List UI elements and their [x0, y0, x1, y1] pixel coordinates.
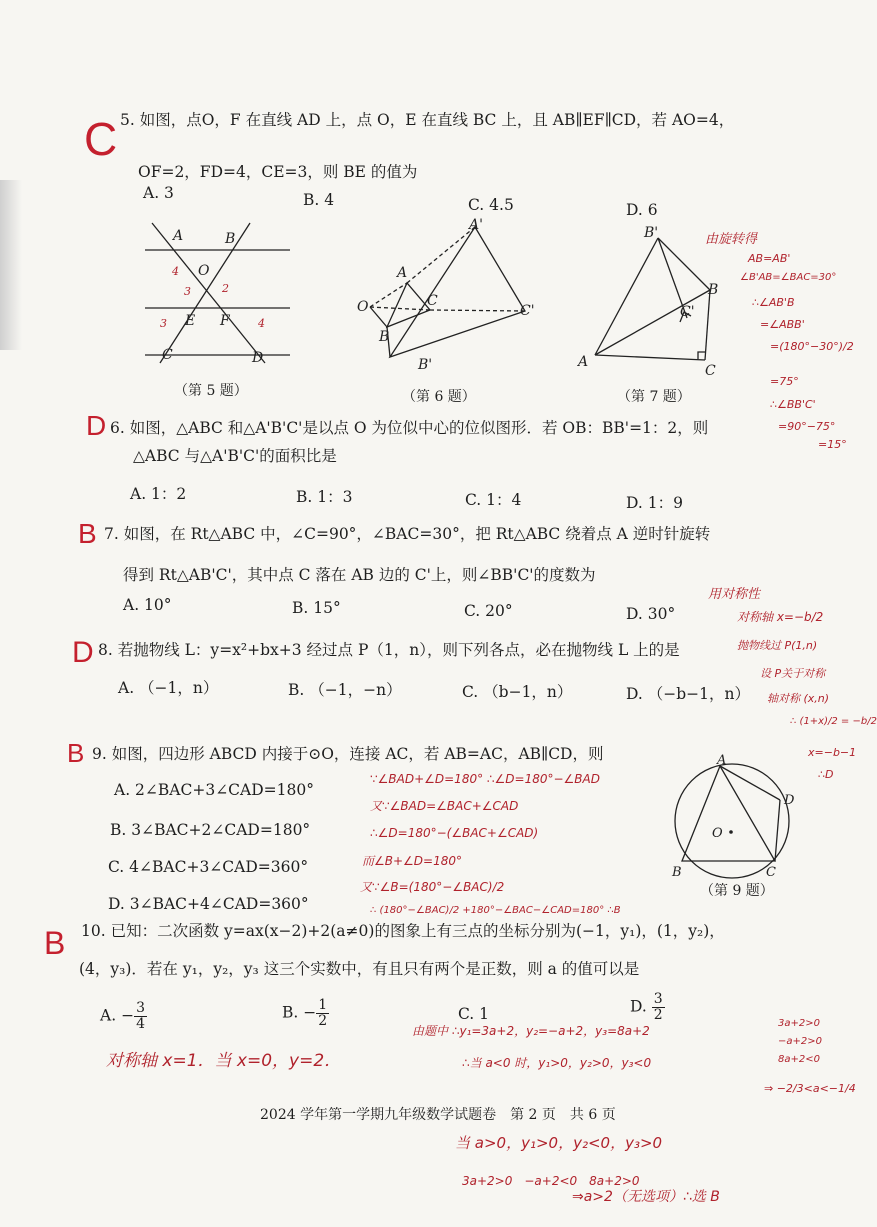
q9-option-b: B. 3∠BAC+2∠CAD=180°: [110, 821, 311, 839]
q9-option-d: D. 3∠BAC+4∠CAD=360°: [108, 895, 309, 913]
hw-q8-note-3: 抛物线过 P(1,n): [737, 639, 818, 652]
q6-option-c: C. 1：4: [465, 491, 522, 509]
q8-option-b: B. （−1，−n）: [288, 681, 402, 699]
hw-q10-side-4: ⇒ −2/3<a<−1/4: [764, 1082, 856, 1095]
hw-q7-note-10: =15°: [818, 438, 847, 451]
hw-q10-line4: 当 a>0，y₁>0，y₂<0，y₃>0: [455, 1134, 663, 1152]
answer-mark-q9: B: [67, 738, 85, 768]
fig7-label-b-prime: B': [644, 225, 659, 241]
q5-stem-line1: 5. 如图，点O，F 在直线 AD 上，点 O，E 在直线 BC 上，且 AB∥EF∥CD，若 AO=4，: [120, 111, 735, 129]
hw-q9-note-6: ∴ (180°−∠BAC)/2 +180°−∠BAC−∠CAD=180° ∴B: [370, 905, 621, 916]
answer-mark-q8: D: [72, 636, 94, 669]
q8-stem: 8. 若抛物线 L：y=x²+bx+3 经过点 P（1，n），则下列各点，必在抛物线 L 上的是: [98, 641, 680, 659]
hw-q10-line2: 由题中 ∴y₁=3a+2，y₂=−a+2，y₃=8a+2: [412, 1024, 650, 1038]
hw-q7-note-4: ∴∠AB'B: [752, 296, 795, 309]
fig5-label-d: D: [252, 350, 264, 366]
q5-option-d: D. 6: [626, 201, 658, 219]
fig5-hw-3a: 3: [184, 285, 191, 298]
answer-mark-q6: D: [86, 410, 107, 441]
hw-q7-note-3: ∠B'AB=∠BAC=30°: [740, 272, 837, 283]
fig7-label-b: B: [708, 282, 719, 298]
q6-option-b: B. 1：3: [296, 488, 353, 506]
q9-stem: 9. 如图，四边形 ABCD 内接于⊙O，连接 AC，若 AB=AC，AB∥CD，则: [92, 745, 604, 763]
q7-stem-line2: 得到 Rt△AB'C'，其中点 C 落在 AB 边的 C'上，则∠BB'C'的度数为: [123, 566, 596, 584]
fig9-label-b: B: [672, 865, 682, 880]
hw-q8-note-6: ∴ (1+x)/2 = −b/2: [790, 716, 877, 727]
fig6-label-b: B: [379, 329, 390, 345]
fig9-label-o: O: [712, 826, 723, 841]
fig9-label-d: D: [784, 793, 795, 808]
answer-mark-q10: B: [44, 925, 66, 961]
fig5-hw-2a: 2: [222, 282, 229, 295]
hw-q8-note-1: 用对称性: [708, 587, 761, 602]
q5-option-b: B. 4: [303, 191, 335, 209]
q5-option-c: C. 4.5: [468, 196, 514, 214]
answer-mark-q7: B: [78, 518, 97, 549]
hw-q7-note-8: ∴∠BB'C': [770, 398, 816, 411]
q10-option-c: C. 1: [458, 1005, 490, 1023]
fig6-label-c-prime: C': [520, 303, 535, 319]
fig5-label-b: B: [225, 231, 236, 247]
figure-5: [140, 215, 300, 370]
hw-q10-side-1: 3a+2>0: [778, 1018, 820, 1029]
hw-q9-note-1: ∵∠BAD+∠D=180° ∴∠D=180°−∠BAD: [370, 772, 600, 786]
hw-q10-line1: 对称轴 x=1．当 x=0，y=2．: [106, 1051, 342, 1071]
q9-option-a: A. 2∠BAC+3∠CAD=180°: [114, 781, 314, 799]
q6-stem-line2: △ABC 与△A'B'C'的面积比是: [133, 447, 337, 465]
hw-q8-note-8: ∴D: [818, 768, 834, 781]
hw-q7-note-9: =90°−75°: [778, 420, 836, 433]
hw-q7-note-1: 由旋转得: [705, 232, 758, 247]
q6-option-a: A. 1：2: [130, 485, 187, 503]
fig5-hw-4: 4: [172, 265, 179, 278]
hw-q10-side-3: 8a+2<0: [778, 1054, 820, 1065]
q7-option-c: C. 20°: [464, 602, 513, 620]
fig6-label-o: O: [357, 299, 369, 315]
q8-option-a: A. （−1，n）: [118, 679, 219, 697]
q9-option-c: C. 4∠BAC+3∠CAD=360°: [108, 858, 309, 876]
fig5-label-e: E: [185, 313, 196, 329]
q7-option-a: A. 10°: [123, 596, 172, 614]
fig5-label-o: O: [198, 263, 210, 279]
hw-q7-note-2: AB=AB': [748, 252, 791, 265]
hw-q8-note-4: 设 P关于对称: [760, 667, 826, 680]
figure-6: [355, 215, 550, 385]
q10-option-d: D. $\frac{3}{2}$: [630, 991, 663, 1023]
hw-q9-note-3: ∴∠D=180°−(∠BAC+∠CAD): [370, 826, 539, 840]
hw-q8-note-7: x=−b−1: [808, 746, 857, 759]
fig5-caption: （第 5 题）: [174, 383, 248, 399]
hw-q10-side-2: −a+2>0: [778, 1036, 822, 1047]
fig5-hw-3b: 3: [160, 317, 167, 330]
q8-option-c: C. （b−1，n）: [462, 683, 573, 701]
figure-9: [662, 753, 802, 883]
fig9-caption: （第 9 题）: [700, 883, 774, 899]
fig5-hw-4b: 4: [258, 317, 265, 330]
hw-q7-note-5: =∠ABB': [760, 318, 805, 331]
fig9-label-a: A: [717, 753, 727, 768]
fig7-label-c: C: [705, 363, 716, 379]
q6-option-d: D. 1：9: [626, 494, 683, 512]
page-edge-shadow: [0, 180, 22, 350]
hw-q8-note-2: 对称轴 x=−b/2: [737, 610, 824, 624]
hw-q10-line6: ⇒a>2（无选项）∴选 B: [572, 1189, 720, 1205]
fig7-label-a: A: [578, 354, 589, 370]
answer-mark-q5: C: [84, 113, 118, 165]
fig6-label-a: A: [397, 265, 408, 281]
hw-q7-note-7: =75°: [770, 375, 799, 388]
fig6-caption: （第 6 题）: [402, 389, 476, 405]
q7-stem-line1: 7. 如图，在 Rt△ABC 中，∠C=90°，∠BAC=30°，把 Rt△ABC 绕着点 A 逆时针旋转: [104, 525, 711, 543]
fig7-caption: （第 7 题）: [617, 389, 691, 405]
fig6-label-c: C: [427, 293, 438, 309]
q8-option-d: D. （−b−1，n）: [626, 685, 750, 703]
q10-stem-line1: 10. 已知：二次函数 y=ax(x−2)+2(a≠0)的图象上有三点的坐标分别为(−1，y₁)，(1，y₂)，: [81, 922, 725, 940]
q10-stem-line2: (4，y₃)．若在 y₁，y₂，y₃ 这三个实数中，有且只有两个是正数，则 a 的值可以是: [79, 960, 640, 978]
hw-q10-line5: 3a+2>0 −a+2<0 8a+2>0: [462, 1174, 640, 1188]
q7-option-d: D. 30°: [626, 605, 676, 623]
fig6-label-b-prime: B': [418, 357, 433, 373]
q10-option-a: A. − $\frac{3}{4}$: [100, 1000, 145, 1032]
hw-q8-note-5: 轴对称 (x,n): [767, 692, 830, 705]
q5-stem-line2: OF=2，FD=4，CE=3，则 BE 的值为: [138, 163, 418, 181]
q6-stem-line1: 6. 如图，△ABC 和△A'B'C'是以点 O 为位似中心的位似图形．若 OB：BB'=1：2，则: [110, 419, 709, 437]
fig6-label-a-prime: A': [469, 217, 483, 233]
q5-option-a: A. 3: [143, 184, 174, 202]
hw-q9-note-2: 又∵∠BAD=∠BAC+∠CAD: [370, 799, 519, 813]
fig5-label-a: A: [173, 228, 184, 244]
q10-option-b: B. − $\frac{1}{2}$: [282, 997, 328, 1029]
hw-q9-note-4: 而∠B+∠D=180°: [362, 854, 463, 868]
hw-q9-note-5: 又∵∠B=(180°−∠BAC)/2: [360, 880, 505, 894]
fig7-label-c-prime: C': [680, 304, 695, 320]
fig5-label-f: F: [220, 313, 230, 329]
page-footer: 2024 学年第一学期九年级数学试题卷 第 2 页 共 6 页: [260, 1107, 616, 1123]
q7-option-b: B. 15°: [292, 599, 341, 617]
hw-q10-line3: ∴当 a<0 时，y₁>0，y₂>0，y₃<0: [462, 1056, 652, 1070]
fig5-label-c: C: [162, 347, 173, 363]
fig9-label-c: C: [766, 865, 776, 880]
hw-q7-note-6: =(180°−30°)/2: [770, 340, 854, 353]
